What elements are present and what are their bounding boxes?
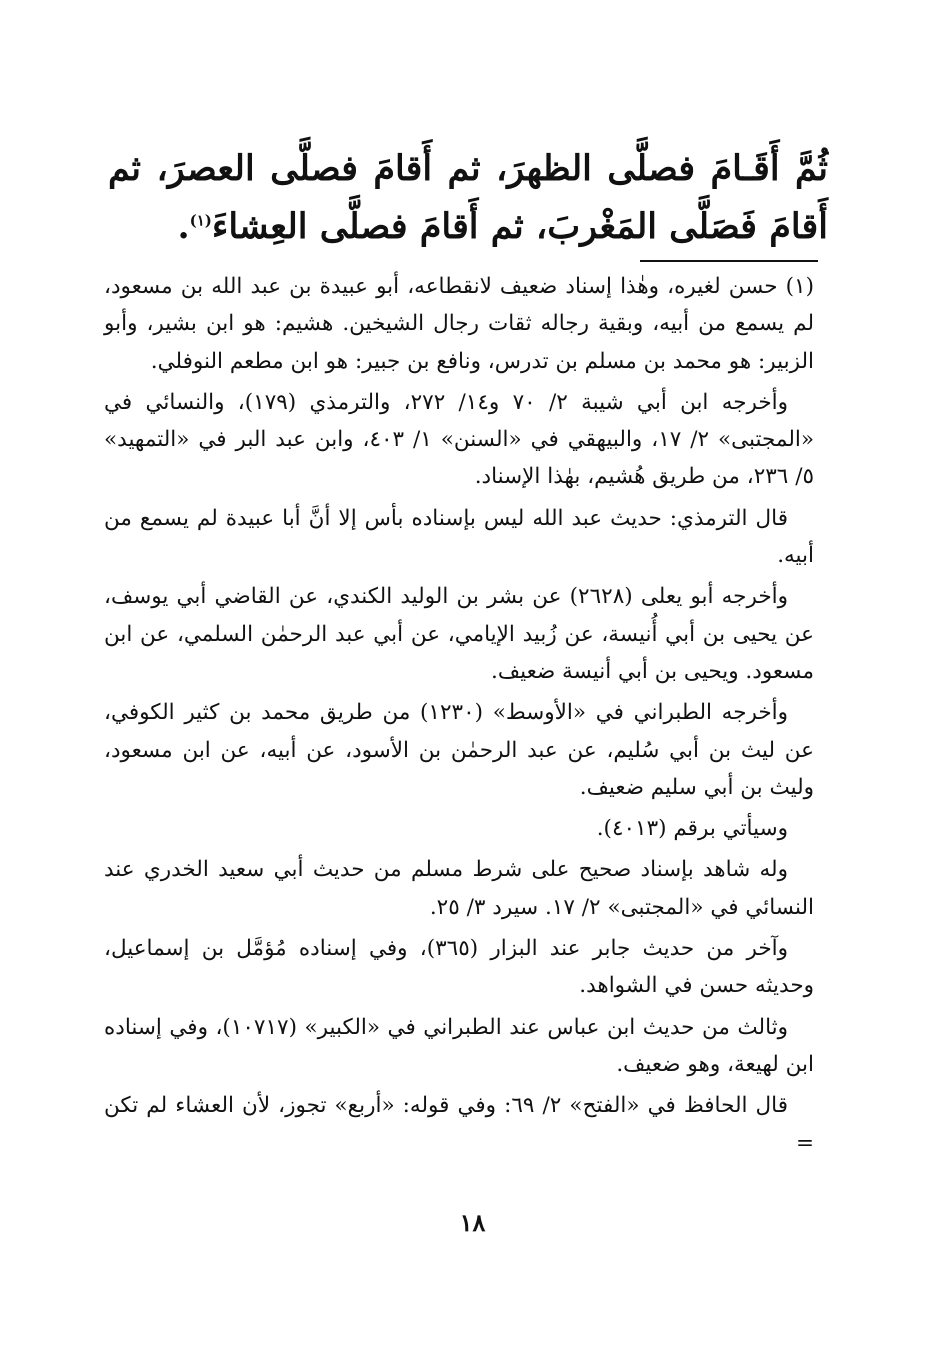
footnote-paragraph: وثالث من حديث ابن عباس عند الطبراني في «الكبير» (١٠٧١٧)، وفي إسناده ابن لهيعة، وهو ضعيف. <box>104 1014 814 1077</box>
footnote-paragraph: وله شاهد بإسناد صحيح على شرط مسلم من حديث أبي سعيد الخدري عند النسائي في «المجتبى» ٢/ ١٧. سيرد ٣/ ٢٥. <box>104 857 814 920</box>
footnote-marker: (١) <box>189 211 212 230</box>
footnote-paragraph: قال الترمذي: حديث عبد الله ليس بإسناده بأس إلا أنَّ أبا عبيدة لم يسمع من أبيه. <box>104 505 814 569</box>
page-number: ١٨ <box>459 1208 486 1237</box>
footnote-separator <box>640 260 818 262</box>
hadith-body: ثُمَّ أَقَـامَ فصلَّى الظهرَ، ثم أَقامَ فصلَّى العصرَ، ثم أَقامَ فَصَلَّى المَغْربَ، ثم أَقامَ فصلَّى العِشاءَ <box>108 148 828 247</box>
footnote-paragraph: وأخرجه ابن أبي شيبة ٢/ ٧٠ و١٤/ ٢٧٢، والترمذي (١٧٩)، والنسائي في «المجتبى» ٢/ ١٧، والبيهقي في «السنن» ١/ ٤٠٣، وابن عبد البر في «التمهيد» ٥/ ٢٣٦، من طريق هُشيم، بهٰذا الإسناد. <box>104 389 815 490</box>
footnote-paragraph: وآخر من حديث جابر عند البزار (٣٦٥)، وفي إسناده مُؤمَّل بن إسماعيل، وحديثه حسن في الشواهد. <box>104 936 814 999</box>
footnotes-section <box>104 268 814 1166</box>
footnote-paragraph: وأخرجه أبو يعلى (٢٦٢٨) عن بشر بن الوليد الكندي، عن القاضي أبي يوسف، عن يحيى بن أبي أُنيسة، عن زُبيد الإيامي، عن أبي عبد الرحمٰن السلمي، عن ابن مسعود. ويحيى بن أبي أنيسة ضعيف. <box>104 584 814 684</box>
footnote-paragraph: وأخرجه الطبراني في «الأوسط» (١٢٣٠) من طريق محمد بن كثير الكوفي، عن ليث بن أبي سُليم، عن عبد الرحمٰن بن الأسود، عن أبيه، عن ابن مسعود، وليث بن أبي سليم ضعيف. <box>104 700 814 800</box>
footnote-paragraph: قال الحافظ في «الفتح» ٢/ ٦٩: وفي قوله: «أربع» تجوز، لأن العشاء لم تكن = <box>104 1093 814 1156</box>
main-hadith-text: ثُمَّ أَقَـامَ فصلَّى الظهرَ، ثم أَقامَ فصلَّى العصرَ، ثم أَقامَ فَصَلَّى المَغْربَ، ثم أَقامَ فصلَّى العِشاءَ$^{(١)}$. <box>108 148 828 247</box>
footnote-paragraph: (١) حسن لغيره، وهٰذا إسناد ضعيف لانقطاعه، أبو عبيدة بن عبد الله بن مسعود، لم يسمع من أبيه، وبقية رجاله ثقات رجال الشيخين. هشيم: هو ابن بشير، وأبو الزبير: هو محمد بن مسلم بن تدرس، ونافع بن جبير: هو ابن مطعم النوفلي. <box>104 274 814 374</box>
footnote-paragraph: وسيأتي برقم (٤٠١٣). <box>596 816 788 842</box>
